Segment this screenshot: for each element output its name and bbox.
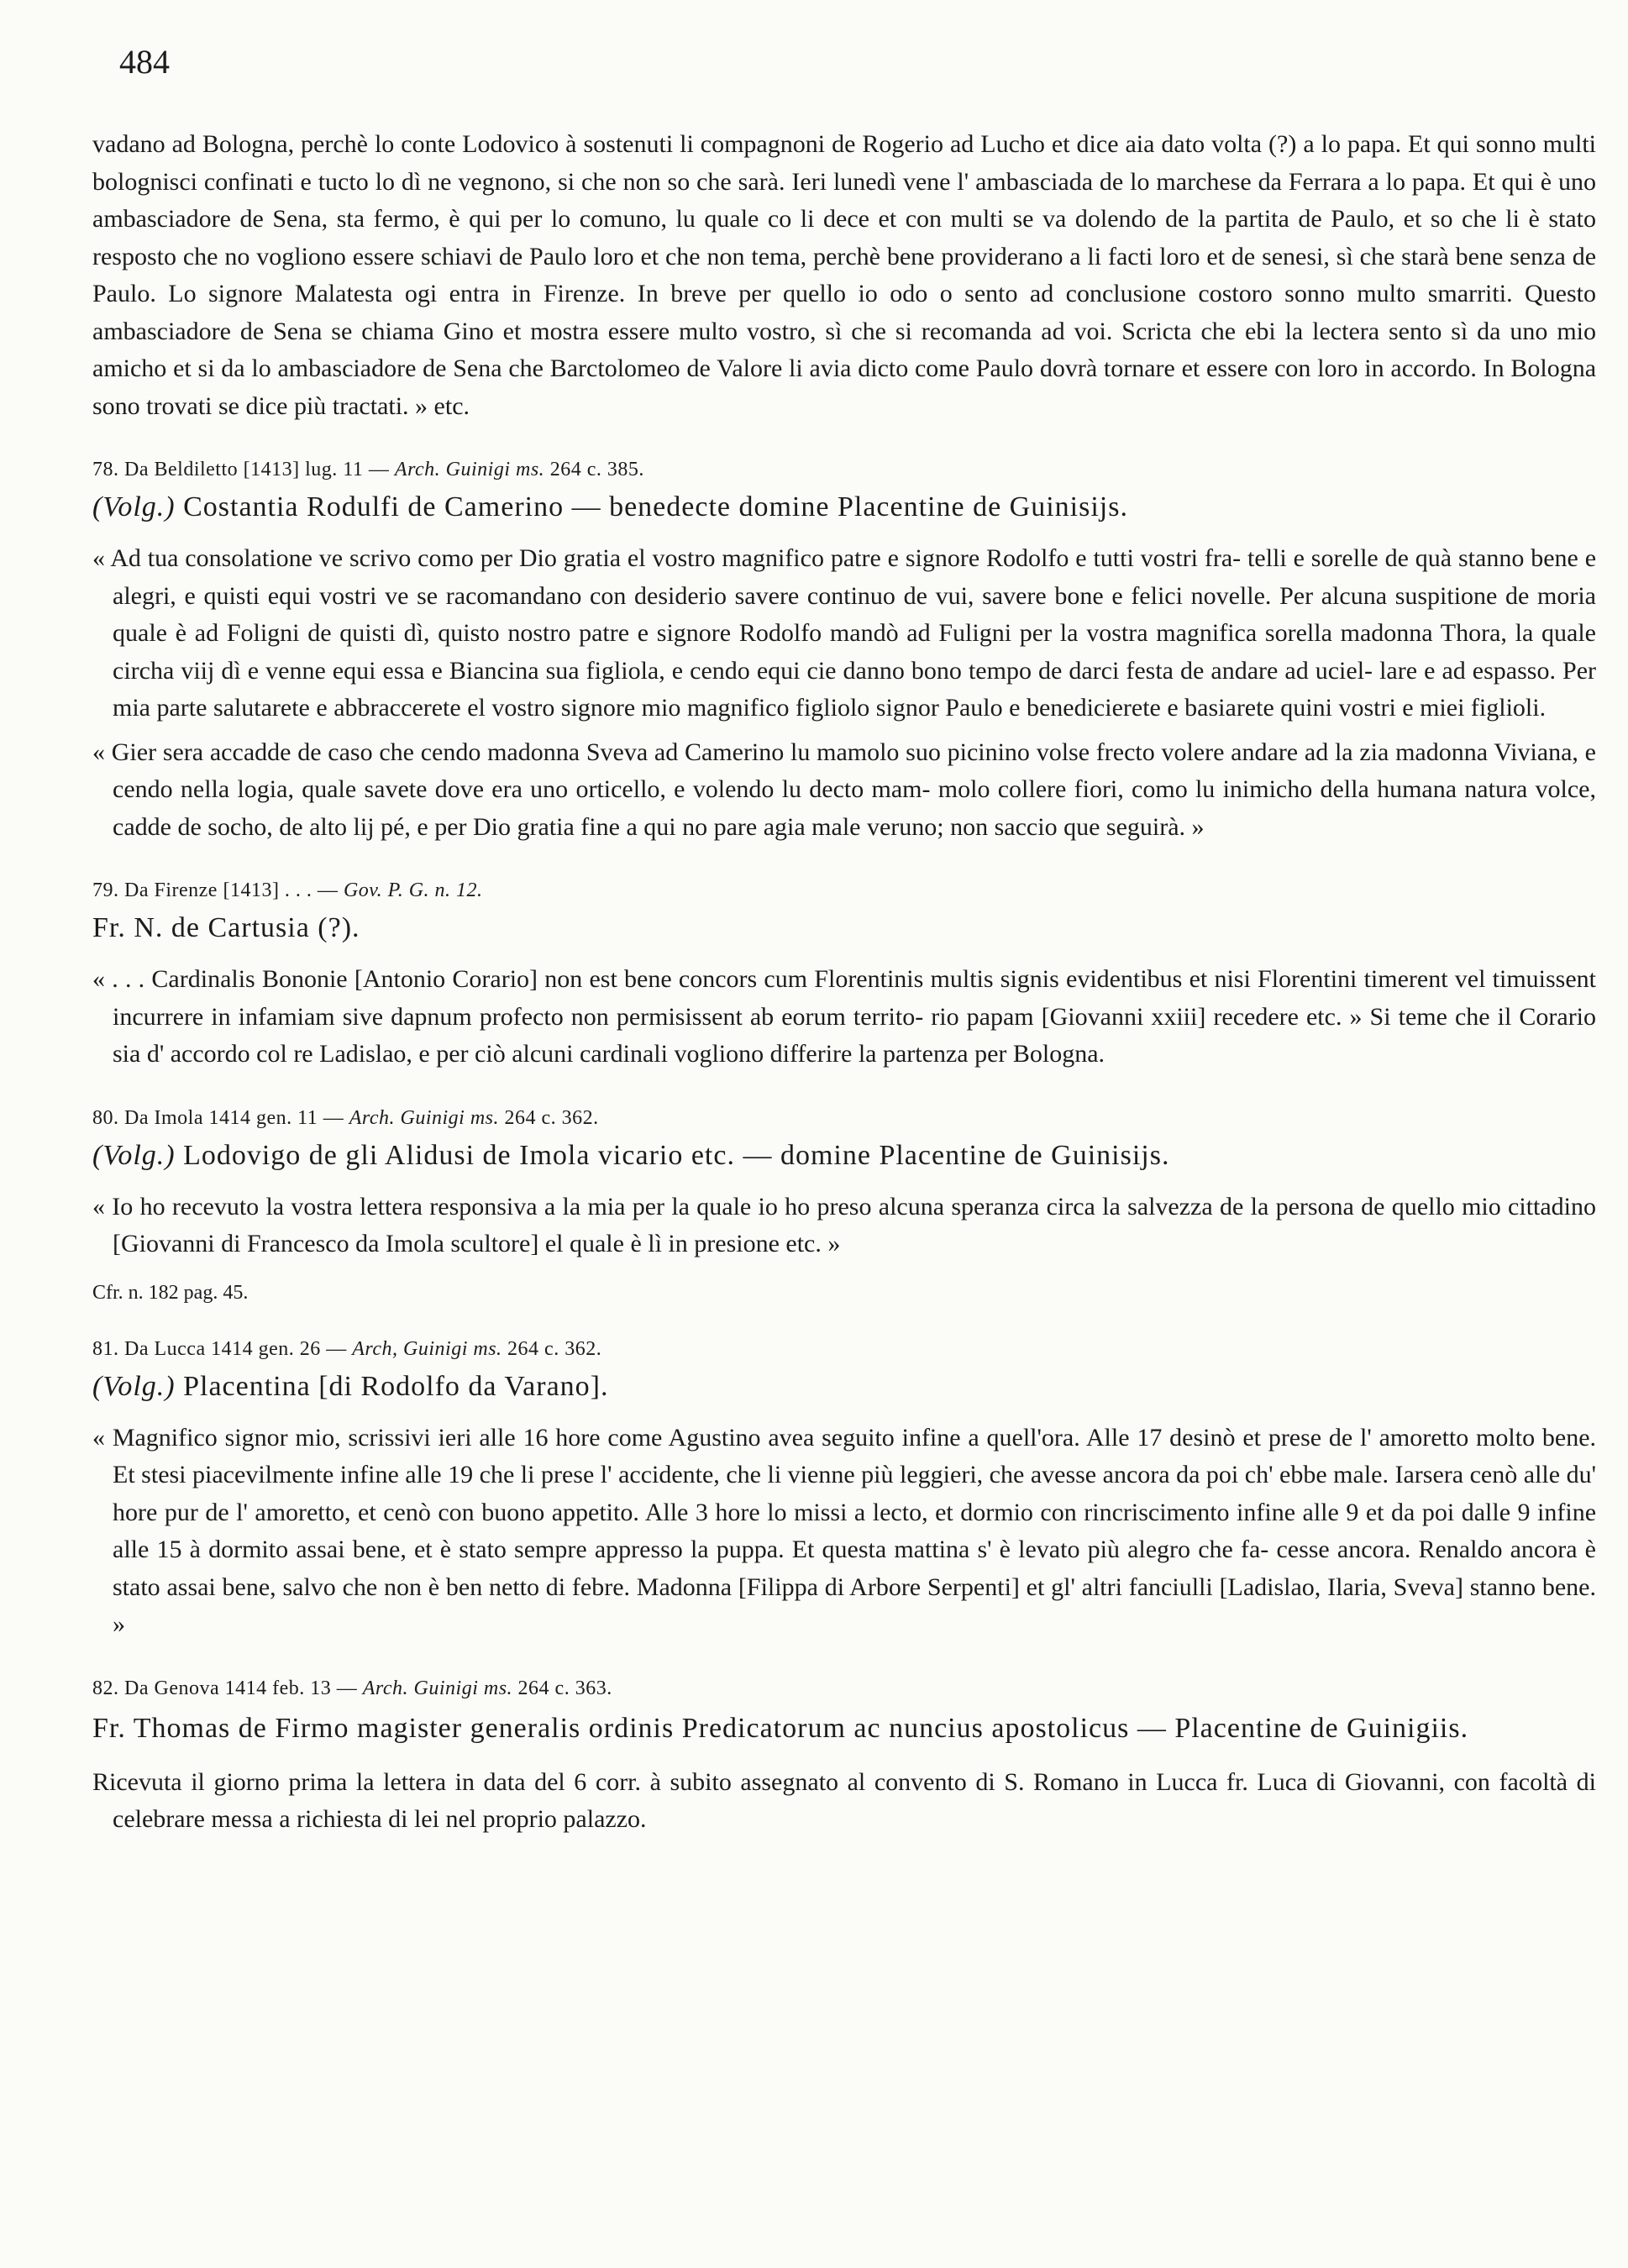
entry-place-date: Da Lucca 1414 gen. 26 — (124, 1337, 347, 1360)
letter-title: Fr. Thomas de Firmo magister generalis ordinis Predicatorum ac nuncius apostolicus — Placentine de Guinigiis. (92, 1712, 1469, 1744)
entry-place-date: Da Imola 1414 gen. 11 — (124, 1106, 344, 1129)
archive-reference (92, 1338, 1596, 1361)
entry-archive: Arch. Guinigi ms. (394, 459, 545, 480)
text-line: « Io ho recevuto la vostra lettera responsiva a la mia per la quale io ho preso alcuna speranza circa la salvezza de (92, 1192, 1244, 1221)
letter-paragraph (92, 1764, 1596, 1839)
text-line: de vui, savere bone e felici novelle. Per alcuna suspitione de moria quale è ad Foligni de quisti dì, quisto nostro (113, 581, 1596, 647)
text-line: quello io odo o sento ad conclusione costoro sonno multo smarriti. Questo ambasciadore de Sena se chiama Gino (92, 280, 1597, 345)
text-line: facti loro et de senesi, sì che starà bene senza de Paulo. Lo signore Malatesta ogi entra in Firenze. In breve per (92, 242, 1597, 307)
letter-title: Fr. N. de Cartusia (?). (92, 912, 360, 943)
text-line: et si da lo ambasciadore de Sena che Barctolomeo de Valore li avia dicto come Paulo dovrà tornare et essere (173, 354, 1268, 382)
text-line: appetito. Alle 3 hore lo missi a lecto, et dormio con rincriscimento infine alle 9 et da poi dalle 9 infine alle (113, 1498, 1597, 1563)
text-line: Ieri lunedì vene l' ambasciada de lo marchese da Ferrara a lo papa. Et qui è uno ambasciadore de Sena, sta (92, 167, 1597, 233)
entry-place-date: Da Beldiletto [1413] lug. 11 — (124, 459, 390, 480)
text-line: Florentini timerent vel timuissent incurrere in infamiam sive dapnum profecto non permisissent ab eorum territo- (113, 965, 1596, 1031)
volg-label: (Volg.) (92, 1139, 176, 1171)
page-number: 484 (119, 43, 170, 81)
entry-location: 264 c. 362. (507, 1337, 602, 1360)
text-line: Ricevuta il giorno prima la lettera in data del 6 corr. à subito assegnato al convento di S. Romano in Lucca fr. (92, 1767, 1248, 1796)
volg-label: (Volg.) (92, 1370, 176, 1402)
letter-paragraph (92, 961, 1596, 1074)
entry-number: 80. (92, 1106, 119, 1129)
entry-number: 82. (92, 1677, 119, 1699)
text-line: rio papam [Giovanni xxiii] recedere etc. » Si teme che il Corario sia d' accordo col re Ladislao, e per ciò alcuni (113, 1002, 1597, 1068)
text-line: lare e ad espasso. Per mia parte salutarete e abbraccerete el vostro signore mio magnifico figliolo signor Paulo e (113, 656, 1596, 722)
letter-title: Lodovigo de gli Alidusi de Imola vicario etc. — domine Placentine de Guinisijs. (183, 1139, 1170, 1171)
letter-heading (92, 1710, 1596, 1747)
entry-location: 264 c. 385. (549, 459, 644, 480)
text-line: Luca di Giovanni, con facoltà di celebrare messa a richiesta di lei nel proprio palazzo. (113, 1767, 1596, 1833)
entry-archive: Gov. P. G. n. 12. (343, 879, 483, 901)
archive-reference (92, 1677, 1596, 1700)
text-line: « Magnifico signor mio, scrissivi ieri alle 16 hore come Agustino avea seguito infine a quell'ora. Alle 17 desinò et (92, 1423, 1261, 1452)
entry-archive: Arch. Guinigi ms. (349, 1106, 500, 1129)
text-line: patre e signore Rodolfo mandò ad Fuligni per la vostra magnifica sorella madonna Thora, la quale circha viij dì (113, 619, 1596, 685)
letter-paragraph (92, 1420, 1596, 1644)
text-line: è stato resposto che no vogliono essere schiavi de Paulo loro et che non tema, perchè bene providerano a li (92, 205, 1597, 270)
text-line: vadano ad Bologna, perchè lo conte Lodovico à sostenuti li compagnoni de Rogerio ad Lucho et dice aia dato (92, 130, 1205, 158)
text-line: e venne equi essa e Biancina sua figliola, e cendo equi cie danno bono tempo de darci festa de andare ad uciel- (247, 656, 1373, 685)
text-line: « Ad tua consolatione ve scrivo como per Dio gratia el vostro magnifico patre e signore Rodolfo e tutti vostri fra- (92, 544, 1242, 572)
text-line: leggieri, che avesse ancora da poi ch' ebbe male. Iarsera cenò alle du' hore pur de l' amoretto, et cenò con buono (113, 1461, 1596, 1526)
page-content (92, 126, 1596, 1839)
archive-reference (92, 879, 1596, 902)
letter-heading (92, 1371, 1596, 1403)
letter-heading (92, 491, 1596, 523)
entry-archive: Arch, Guinigi ms. (352, 1337, 502, 1360)
text-line: ad la zia madonna Viviana, e cendo nella logia, quale savete dove era uno orticello, e volendo lu decto mam- (113, 738, 1597, 803)
letter-entry-80 (92, 1107, 1596, 1305)
text-line: « Gier sera accadde de caso che cendo madonna Sveva ad Camerino lu mamolo suo picinino volse frecto volere andare (92, 738, 1299, 766)
cross-reference: Cfr. n. 182 pag. 45. (92, 1281, 249, 1304)
letter-paragraph (92, 734, 1596, 847)
letter-entry-78 (92, 459, 1596, 846)
entry-location: 264 c. 363. (517, 1677, 612, 1699)
entry-archive: Arch. Guinigi ms. (362, 1677, 513, 1699)
archive-reference (92, 1107, 1596, 1130)
volg-label: (Volg.) (92, 491, 176, 522)
entry-place-date: Da Genova 1414 feb. 13 — (124, 1677, 358, 1699)
entry-place-date: Da Firenze [1413] . . . — (124, 879, 339, 901)
text-line: cesse ancora. Renaldo ancora è stato assai bene, salvo che non è ben netto di febre. Madonna [Filippa di Arbore (113, 1536, 1597, 1601)
entry-number: 79. (92, 879, 119, 901)
letter-heading (92, 912, 1596, 944)
letter-title: Placentina [di Rodolfo da Varano]. (183, 1370, 609, 1402)
entry-number: 81. (92, 1337, 119, 1360)
letter-paragraph (92, 1189, 1596, 1263)
text-line: Serpenti] et gl' altri fanciulli [Ladislao, Ilaria, Sveva] stanno bene. » (113, 1572, 1596, 1638)
intro-paragraph (92, 126, 1596, 425)
text-line: fermo, è qui per lo comuno, lu quale co li dece et con multi se va dolendo de la partita de Paulo, et so che li (373, 205, 1520, 233)
text-line: con loro in accordo. In Bologna sono trovati se dice più tractati. » etc. (92, 354, 1597, 420)
text-line: cardinali vogliono differire la partenza per Bologna. (580, 1040, 1105, 1068)
text-line: telli e sorelle de quà stanno bene e alegri, e quisti equi vostri ve se racomandano con desiderio savere continuo (113, 544, 1597, 610)
text-line: 15 à dormito assai bene, et è stato sempre appresso la puppa. Et questa mattina s' è levato più alegro che fa- (156, 1536, 1269, 1563)
text-line: et mostra essere multo vostro, sì che si recomanda ad voi. Scricta che ebi la lectera sento sì da uno mio amicho (92, 317, 1596, 382)
letter-entry-82 (92, 1677, 1596, 1839)
letter-heading (92, 1140, 1596, 1172)
text-line: fine a qui no pare agia male veruno; non saccio que seguirà. » (580, 812, 1205, 841)
entry-number: 78. (92, 459, 119, 480)
text-line: « . . . Cardinalis Bononie [Antonio Corario] non est bene concors cum Florentinis multis signis evidentibus et nisi (92, 965, 1251, 993)
entry-location: 264 c. 362. (504, 1106, 599, 1129)
letter-entry-81 (92, 1338, 1596, 1644)
letter-title: Costantia Rodulfi de Camerino — benedecte domine Placentine de Guinisijs. (183, 491, 1128, 522)
text-line: benedicierete e basiarete quini vostri e miei figlioli. (1026, 694, 1547, 722)
text-line: volta (?) a lo papa. Et qui sonno multi bolognisci confinati e tucto lo dì ne vegnono, si che non so che sarà. (92, 130, 1596, 196)
text-line: la persona de quello mio cittadino [Giovanni di Francesco da Imola scultore] el quale è lì in presione etc. » (113, 1192, 1597, 1257)
archive-reference (92, 459, 1596, 481)
letter-entry-79 (92, 879, 1596, 1074)
text-line: molo collere fiori, como lu inimicho della humana natura volce, cadde de socho, de alto lij pé, e per Dio gratia (113, 775, 1596, 841)
text-line: prese de l' amoretto molto bene. Et stesi piacevilmente infine alle 19 che li prese l' accidente, che li vienne più (113, 1423, 1597, 1488)
letter-paragraph (92, 540, 1596, 727)
